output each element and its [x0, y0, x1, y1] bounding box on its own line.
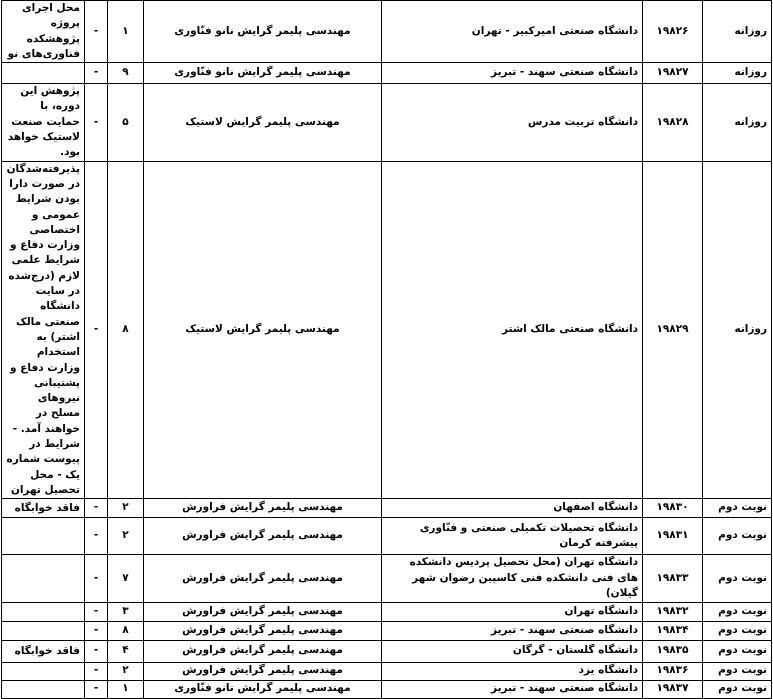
university-cell: دانشگاه صنعتی سهند - تبریز: [382, 63, 643, 84]
study-type-cell: نوبت دوم: [703, 602, 772, 621]
study-type-cell: نوبت دوم: [703, 518, 772, 555]
study-type-cell: روزانه: [703, 63, 772, 84]
university-cell: دانشگاه اصفهان: [382, 499, 643, 518]
study-type-cell: روزانه: [703, 161, 772, 499]
dorm-cell: -: [85, 1, 108, 63]
capacity-cell: ۳: [108, 602, 144, 621]
note-cell: محل اجرای پروژه پژوهشکده فناوری‌های نو: [2, 1, 85, 63]
program-code-cell: ۱۹۸۳۷: [643, 680, 703, 698]
capacity-cell: ۲: [108, 499, 144, 518]
capacity-cell: ۲: [108, 518, 144, 555]
dorm-cell: -: [85, 518, 108, 555]
university-cell: دانشگاه یزد: [382, 662, 643, 680]
dorm-cell: -: [85, 84, 108, 161]
note-cell: [2, 63, 85, 84]
university-cell: دانشگاه صنعتی سهند - تبریز: [382, 621, 643, 640]
program-code-cell: ۱۹۸۳۵: [643, 640, 703, 662]
university-cell: دانشگاه صنعتی امیرکبیر - تهران: [382, 1, 643, 63]
university-cell: دانشگاه تهران (محل تحصیل پردیس دانشکده های فنی دانشکده فنی کاسپین رضوان شهر گیلان): [382, 555, 643, 603]
field-cell: مهندسی پلیمر گرایش لاستیک: [144, 84, 382, 161]
study-type-cell: نوبت دوم: [703, 640, 772, 662]
capacity-cell: ۱: [108, 680, 144, 698]
program-code-cell: ۱۹۸۳۶: [643, 662, 703, 680]
study-type-cell: روزانه: [703, 84, 772, 161]
university-cell: دانشگاه تحصیلات تکمیلی صنعتی و فنّاوری پیشرفته کرمان: [382, 518, 643, 555]
dorm-cell: -: [85, 662, 108, 680]
program-code-cell: ۱۹۸۲۸: [643, 84, 703, 161]
capacity-cell: ۹: [108, 63, 144, 84]
note-cell: فاقد خوابگاه: [2, 499, 85, 518]
field-cell: مهندسی پلیمر گرایش نانو فنّاوری: [144, 63, 382, 84]
dorm-cell: -: [85, 555, 108, 603]
study-type-cell: نوبت دوم: [703, 662, 772, 680]
dorm-cell: -: [85, 680, 108, 698]
field-cell: مهندسی پلیمر گرایش فراورش: [144, 499, 382, 518]
university-cell: دانشگاه صنعتی مالک اشتر: [382, 161, 643, 499]
table-row: [2, 63, 772, 84]
program-code-cell: ۱۹۸۳۱: [643, 518, 703, 555]
table-row: [2, 499, 772, 518]
table-row: [2, 662, 772, 680]
dorm-cell: -: [85, 621, 108, 640]
note-cell: [2, 680, 85, 698]
program-code-cell: ۱۹۸۲۹: [643, 161, 703, 499]
field-cell: مهندسی پلیمر گرایش فراورش: [144, 662, 382, 680]
field-cell: مهندسی پلیمر گرایش فراورش: [144, 555, 382, 603]
university-cell: دانشگاه تهران: [382, 602, 643, 621]
university-cell: دانشگاه تربیت مدرس: [382, 84, 643, 161]
dorm-cell: -: [85, 63, 108, 84]
admissions-table: [1, 0, 772, 699]
table-row: [2, 161, 772, 499]
study-type-cell: نوبت دوم: [703, 621, 772, 640]
table-row: [2, 621, 772, 640]
note-cell: [2, 662, 85, 680]
table-row: [2, 518, 772, 555]
university-cell: دانشگاه گلستان - گرگان: [382, 640, 643, 662]
note-cell: [2, 621, 85, 640]
table-row: [2, 555, 772, 603]
capacity-cell: ۴: [108, 640, 144, 662]
field-cell: مهندسی پلیمر گرایش فراورش: [144, 602, 382, 621]
table-row: [2, 1, 772, 63]
table-row: [2, 602, 772, 621]
field-cell: مهندسی پلیمر گرایش نانو فنّاوری: [144, 680, 382, 698]
dorm-cell: -: [85, 640, 108, 662]
capacity-cell: ۵: [108, 84, 144, 161]
program-code-cell: ۱۹۸۳۳: [643, 555, 703, 603]
capacity-cell: ۱: [108, 1, 144, 63]
dorm-cell: -: [85, 499, 108, 518]
table-row: [2, 84, 772, 161]
table-row: [2, 640, 772, 662]
study-type-cell: نوبت دوم: [703, 680, 772, 698]
note-cell: [2, 602, 85, 621]
program-code-cell: ۱۹۸۳۲: [643, 602, 703, 621]
note-cell: پذیرفته‌شدگان در صورت دارا بودن شرایط عمومی و اختصاصی وزارت دفاع و شرایط علمی لازم (درج‌شده در سایت دانشگاه صنعتی مالک اشتر) به استخدام وزارت دفاع و پشتیبانی نیروهای مسلح در خواهند آمد. - شرایط در پیوست شماره یک - محل تحصیل تهران: [2, 161, 85, 499]
field-cell: مهندسی پلیمر گرایش فراورش: [144, 640, 382, 662]
dorm-cell: -: [85, 602, 108, 621]
capacity-cell: ۸: [108, 621, 144, 640]
capacity-cell: ۲: [108, 662, 144, 680]
note-cell: فاقد خوابگاه: [2, 640, 85, 662]
note-cell: پژوهش این دوره، با حمایت صنعت لاستیک خواهد بود.: [2, 84, 85, 161]
field-cell: مهندسی پلیمر گرایش فراورش: [144, 518, 382, 555]
capacity-cell: ۸: [108, 161, 144, 499]
capacity-cell: ۷: [108, 555, 144, 603]
program-code-cell: ۱۹۸۲۷: [643, 63, 703, 84]
program-code-cell: ۱۹۸۳۴: [643, 621, 703, 640]
program-code-cell: ۱۹۸۳۰: [643, 499, 703, 518]
field-cell: مهندسی پلیمر گرایش لاستیک: [144, 161, 382, 499]
field-cell: مهندسی پلیمر گرایش نانو فنّاوری: [144, 1, 382, 63]
university-cell: دانشگاه صنعتی سهند - تبریز: [382, 680, 643, 698]
study-type-cell: روزانه: [703, 1, 772, 63]
dorm-cell: -: [85, 161, 108, 499]
study-type-cell: نوبت دوم: [703, 499, 772, 518]
study-type-cell: نوبت دوم: [703, 555, 772, 603]
table-body: [2, 1, 772, 699]
field-cell: مهندسی پلیمر گرایش فراورش: [144, 621, 382, 640]
table-row: [2, 680, 772, 698]
note-cell: [2, 518, 85, 555]
note-cell: [2, 555, 85, 603]
program-code-cell: ۱۹۸۲۶: [643, 1, 703, 63]
